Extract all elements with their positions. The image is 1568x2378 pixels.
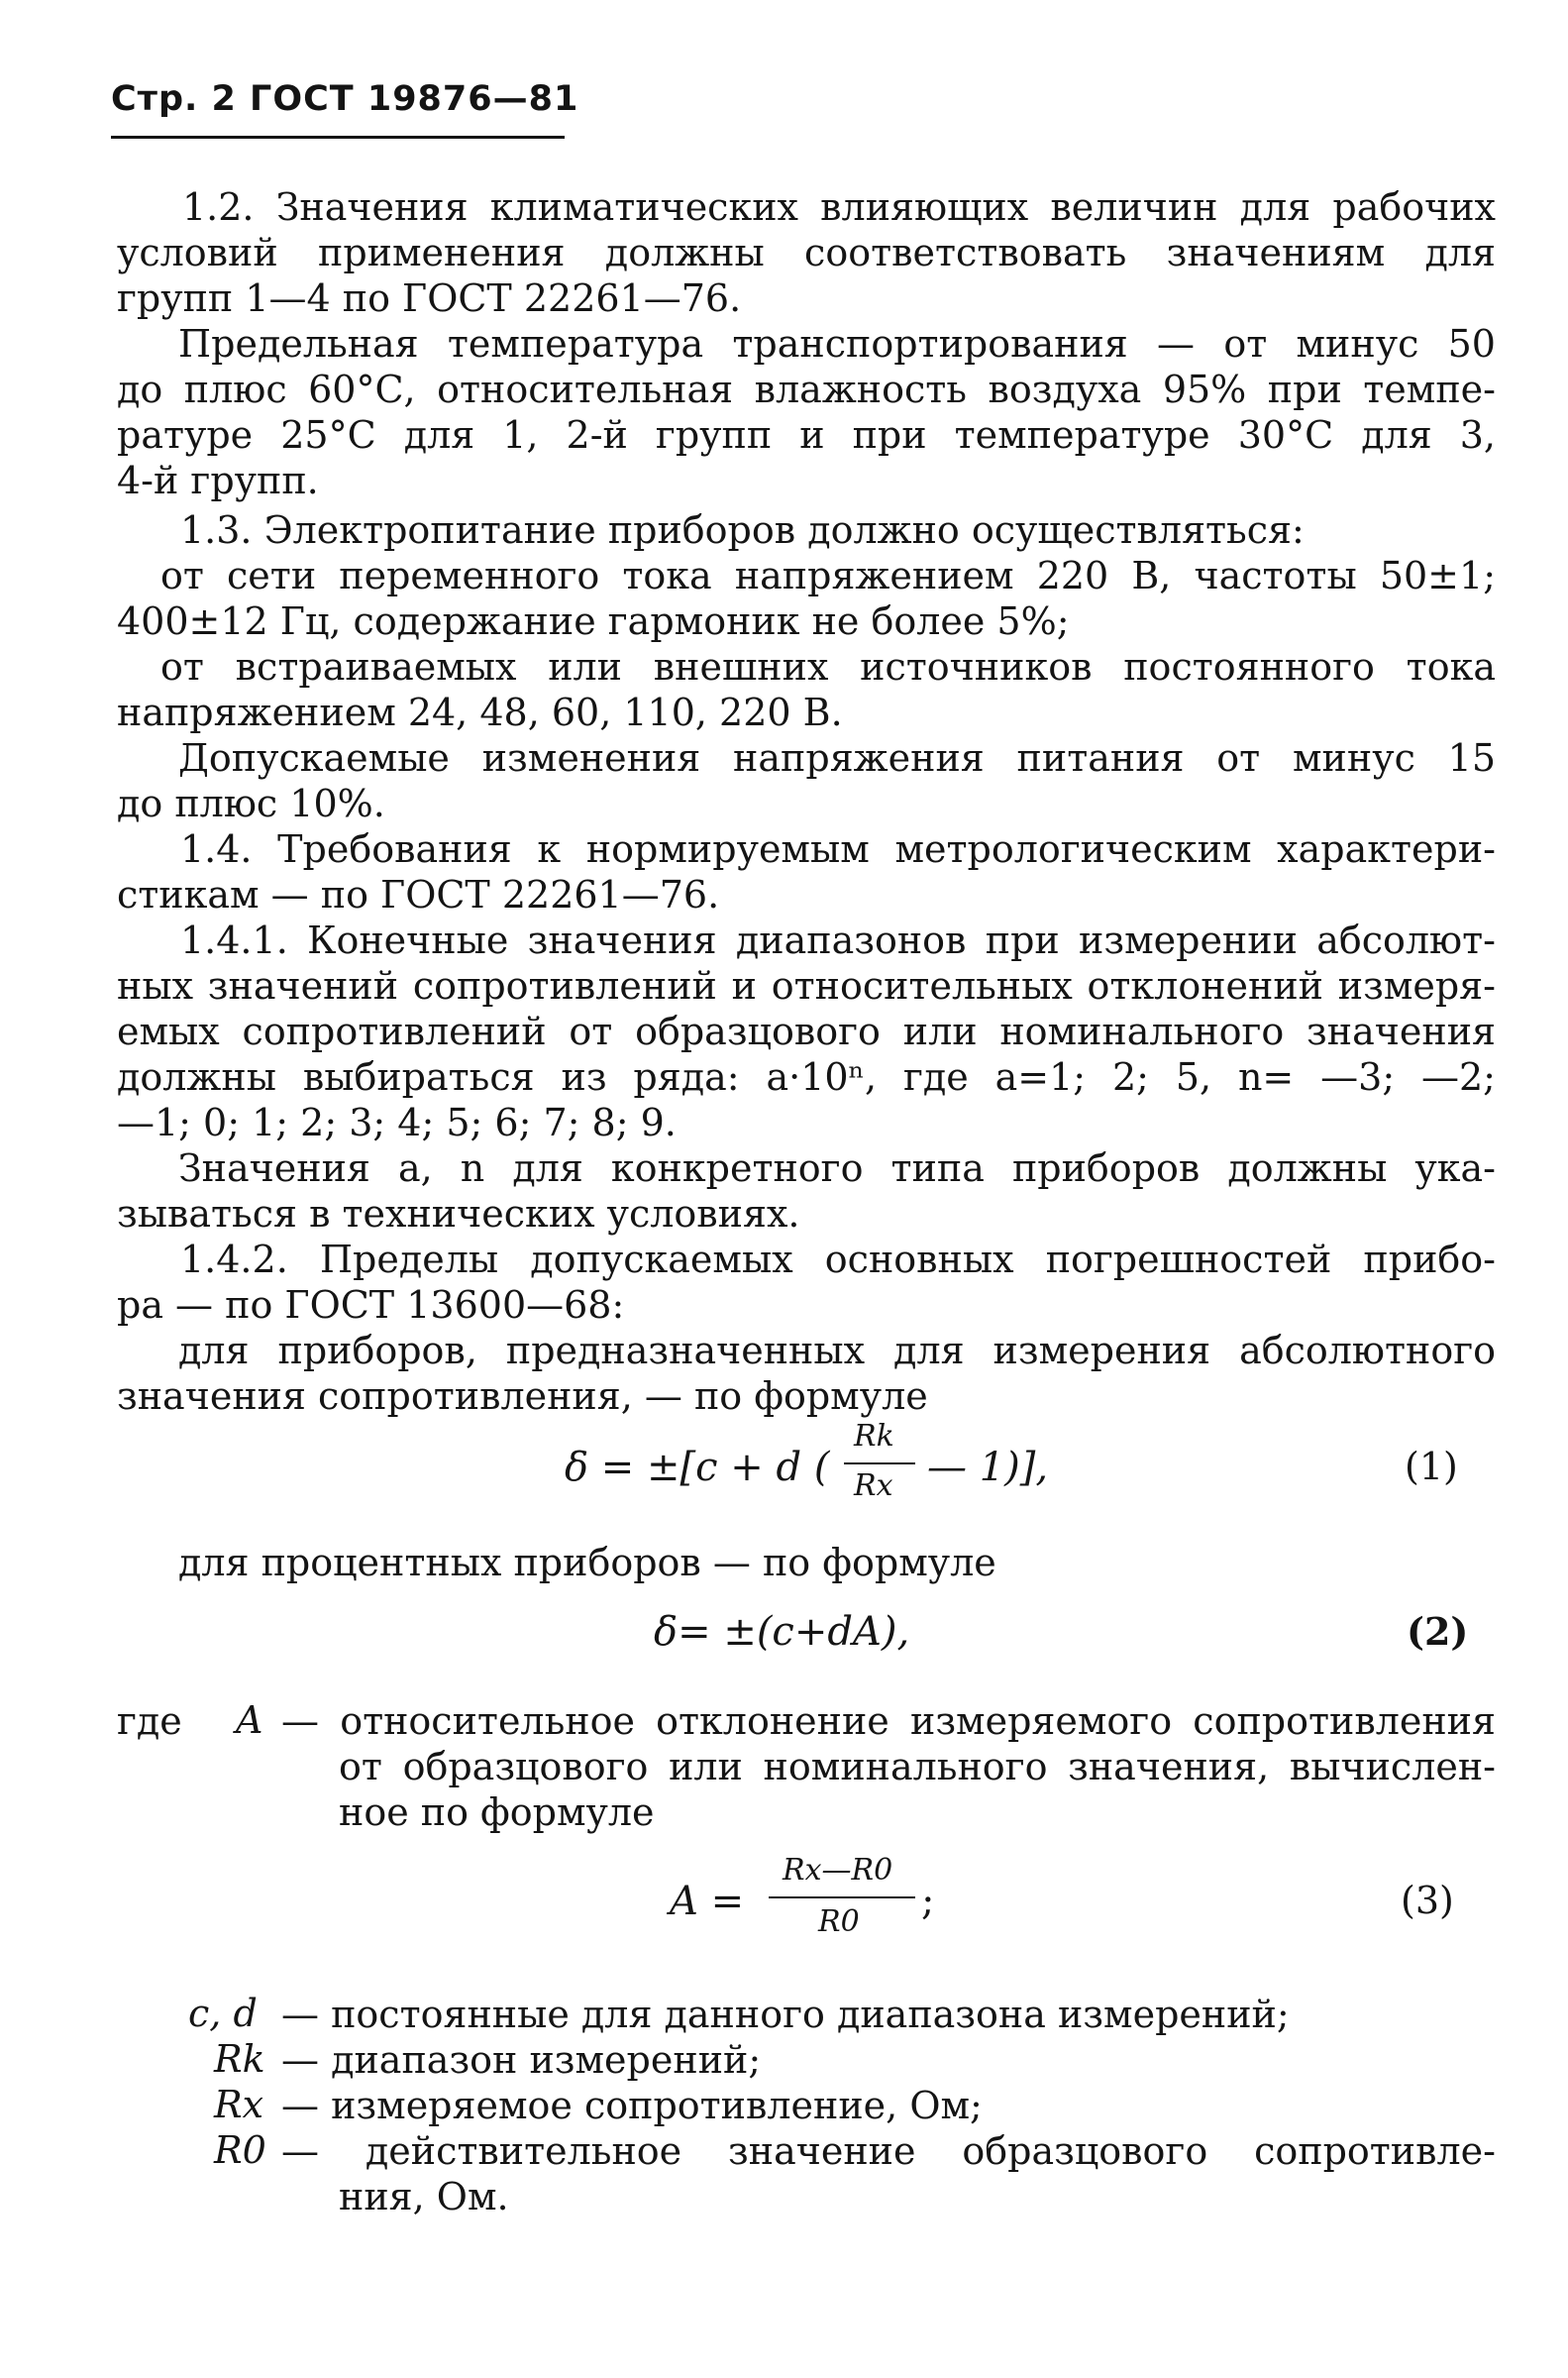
text-line: 1.4. Требования к нормируемым метрологическим характери- [180,827,1496,871]
text-line: ратуре 25°С для 1, 2-й групп и при температуре 30°С для 3, [117,413,1496,457]
text-line: Значения a, n для конкретного типа приборов должны ука- [178,1146,1496,1190]
where-line: ное по формуле [339,1790,655,1834]
def-symbol: R0 [214,2128,266,2172]
text-line: от встраиваемых или внешних источников постоянного тока [160,645,1496,689]
formula-1-number: (1) [1405,1445,1458,1488]
def-text: ния, Ом. [339,2175,509,2218]
text-line: емых сопротивлений от образцового или номинального значения [117,1010,1496,1053]
text-line: условий применения должны соответствовать значениям для [117,231,1496,274]
text-line: 1.4.2. Пределы допускаемых основных погрешностей прибо- [180,1238,1496,1281]
text-line: 400±12 Гц, содержание гармоник не более 5%; [117,599,1070,643]
text-line: 1.4.1. Конечные значения диапазонов при измерении абсолют- [180,919,1496,962]
text-line: 1.3. Электропитание приборов должно осуществляться: [180,508,1305,552]
text-line: —1; 0; 1; 2; 3; 4; 5; 6; 7; 8; 9. [117,1101,677,1144]
formula-1-denominator: Rx [854,1468,893,1503]
text-line: от сети переменного тока напряжением 220 В, частоты 50±1; [160,554,1496,597]
def-text: — измеряемое сопротивление, Ом; [281,2084,983,2127]
def-symbol: Rx [214,2083,264,2126]
formula-3-lhs: A = [670,1879,745,1924]
formula-3-number: (3) [1401,1879,1454,1922]
text-line: Допускаемые изменения напряжения питания от минус 15 [178,736,1496,780]
page-header [111,75,579,139]
formula-2-text: δ= ±(c+dA), [654,1609,910,1655]
def-text: — постоянные для данного диапазона измерений; [281,1993,1290,2036]
text-line: напряжением 24, 48, 60, 110, 220 В. [117,691,843,734]
text-line: 1.2. Значения климатических влияющих величин для рабочих [182,185,1496,229]
where-line: — относительное отклонение измеряемого сопротивления [281,1699,1496,1743]
where-line: от образцового или номинального значения, вычислен- [339,1745,1496,1788]
fraction-bar [769,1896,915,1898]
text-line: групп 1—4 по ГОСТ 22261—76. [117,276,742,320]
formula-3-denominator: R0 [818,1904,860,1939]
where-symbol: A [236,1698,263,1742]
text-line: до плюс 60°С, относительная влажность воздуха 95% при темпе- [117,368,1496,411]
text-line: ра — по ГОСТ 13600—68: [117,1283,625,1327]
formula-1-lhs: δ = ±[c + d ( [565,1445,830,1490]
text-line: должны выбираться из ряда: a·10ⁿ, где a=1; 2; 5, n= —3; —2; [117,1055,1496,1099]
text-line: значения сопротивления, — по формуле [117,1374,928,1418]
formula-3-numerator: Rx—R0 [783,1853,893,1888]
text-line: Предельная температура транспортирования — от минус 50 [178,322,1496,366]
text-line: для приборов, предназначенных для измерения абсолютного [178,1329,1496,1372]
formula-1-rhs: — 1)], [927,1445,1049,1490]
fraction-bar [844,1462,915,1464]
formula-1-numerator: Rk [854,1419,894,1454]
formula-3-tail: ; [921,1879,935,1924]
text-line: для процентных приборов — по формуле [178,1541,996,1584]
formula-2-number: (2) [1407,1609,1469,1654]
def-text: — действительное значение образцового сопротивле- [281,2129,1496,2173]
header-text: Стр. 2 ГОСТ 19876—81 [111,79,579,119]
def-text: — диапазон измерений; [281,2038,762,2082]
text-line: 4-й групп. [117,459,319,502]
text-line: до плюс 10%. [117,782,385,825]
text-line: зываться в технических условиях. [117,1192,800,1236]
where-word: где [117,1699,182,1743]
text-line: ных значений сопротивлений и относительных отклонений измеря- [117,964,1496,1008]
def-symbol: Rk [214,2037,265,2081]
text-line: стикам — по ГОСТ 22261—76. [117,873,720,917]
def-symbol: c, d [188,1992,258,2035]
